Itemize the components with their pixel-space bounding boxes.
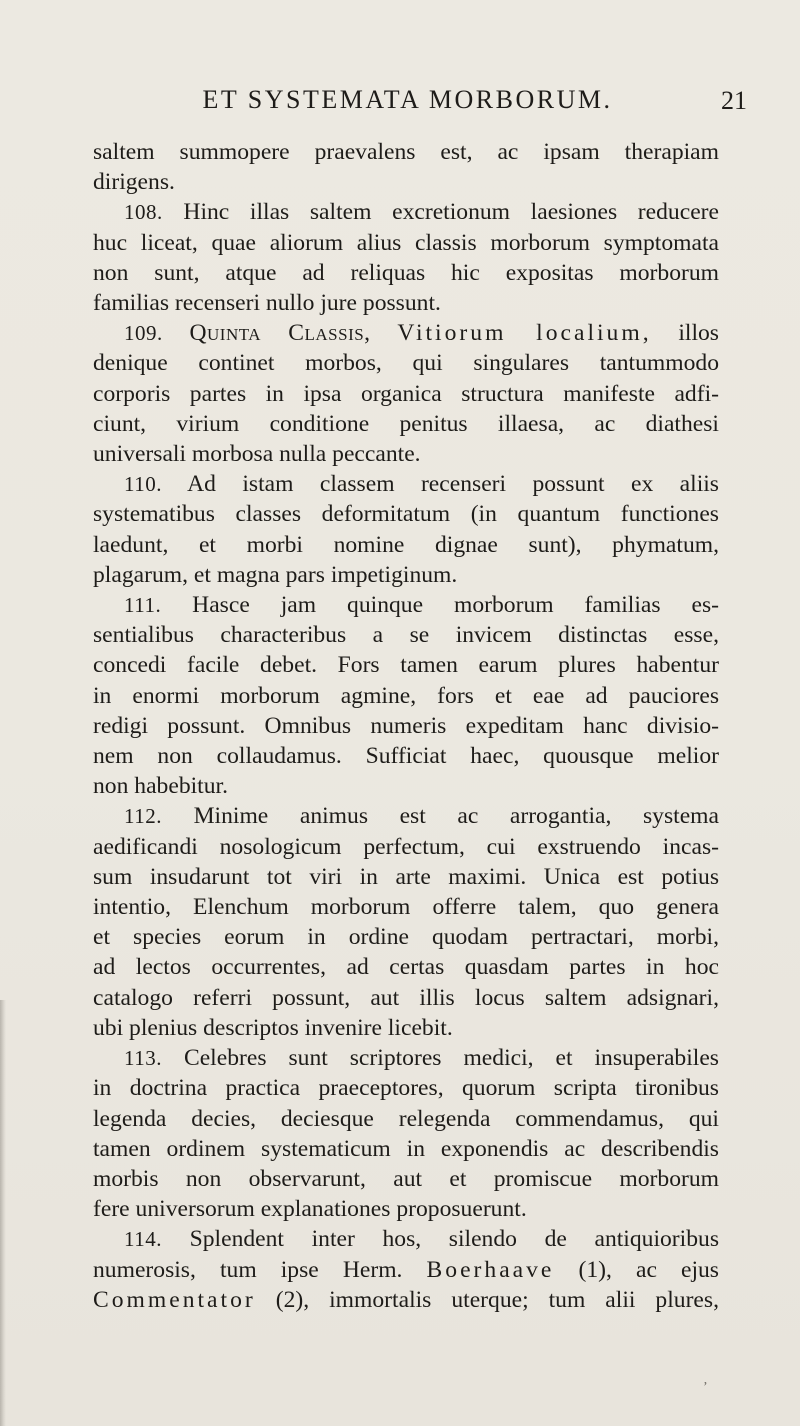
text-line: sum insudarunt tot viri in arte maximi. Unica est potius bbox=[93, 863, 719, 890]
section-number: 112. bbox=[124, 804, 162, 829]
body-text bbox=[93, 137, 719, 1315]
text-line: tamen ordinem systematicum in exponendis ac describendis bbox=[93, 1135, 719, 1162]
text-line: familias recenseri nullo jure possunt. bbox=[93, 290, 441, 317]
footer-mark: ʼ bbox=[703, 1380, 708, 1395]
text-line: saltem summopere praevalens est, ac ipsam therapiam bbox=[93, 139, 719, 165]
text-span: Hinc illas saltem excretionum laesiones reducere bbox=[183, 199, 719, 226]
author-name: Commentator bbox=[93, 1286, 256, 1313]
text-line: in enormi morborum agmine, fors et eae ad pauciores bbox=[93, 682, 719, 709]
text-line bbox=[93, 469, 719, 499]
text-line bbox=[93, 1255, 719, 1285]
section-number: 114. bbox=[124, 1227, 162, 1252]
text-line bbox=[93, 590, 719, 620]
paragraph-113 bbox=[93, 1043, 719, 1224]
text-line: huc liceat, quae aliorum alius classis morborum symptomata bbox=[93, 229, 719, 256]
page-number: 21 bbox=[721, 86, 747, 115]
text-line: dirigens. bbox=[93, 169, 175, 196]
text-line: universali morbosa nulla peccante. bbox=[93, 441, 421, 468]
text-span: numerosis, tum ipse Herm. bbox=[93, 1256, 403, 1283]
text-line: laedunt, et morbi nomine dignae sunt), phymatum, bbox=[93, 531, 719, 558]
text-line: aedificandi nosologicum perfectum, cui exstruendo incas- bbox=[93, 833, 719, 860]
text-line: in doctrina practica praeceptores, quorum scripta tironibus bbox=[93, 1075, 719, 1102]
text-line: et species eorum in ordine quodam pertractari, morbi, bbox=[93, 924, 719, 951]
text-line: morbis non observarunt, aut et promiscue morborum bbox=[93, 1165, 719, 1192]
paragraph-108 bbox=[93, 197, 719, 318]
text-line: systematibus classes deformitatum (in quantum functiones bbox=[93, 501, 719, 528]
section-number: 110. bbox=[124, 472, 162, 497]
text-line: corporis partes in ipsa organica structura manifeste adfi- bbox=[93, 380, 719, 407]
text-line: sentialibus characteribus a se invicem distinctas esse, bbox=[93, 622, 719, 649]
text-line: denique continet morbos, qui singulares tantummodo bbox=[93, 350, 719, 377]
text-span: (1), ac ejus bbox=[578, 1256, 719, 1283]
spaced-term: Vitiorum localium, bbox=[397, 320, 652, 347]
text-span: Splendent inter hos, silendo de antiquioribus bbox=[189, 1226, 719, 1253]
paragraph-112 bbox=[93, 801, 719, 1043]
paragraph-111 bbox=[93, 590, 719, 801]
text-line bbox=[93, 1285, 719, 1315]
text-line bbox=[93, 1043, 719, 1073]
text-line: non sunt, atque ad reliquas hic expositas morborum bbox=[93, 259, 719, 286]
text-line: concedi facile debet. Fors tamen earum plures habentur bbox=[93, 652, 719, 679]
text-span: illos bbox=[678, 320, 719, 347]
text-span: Celebres sunt scriptores medici, et insuperabiles bbox=[183, 1045, 719, 1072]
text-line: non habebitur. bbox=[93, 773, 228, 800]
paragraph-continuation bbox=[93, 137, 719, 197]
text-span: Minime animus est ac arrogantia, systema bbox=[193, 803, 719, 830]
text-line bbox=[93, 318, 719, 348]
section-number: 108. bbox=[124, 200, 163, 225]
text-span: Hasce jam quinque morborum familias es- bbox=[192, 592, 719, 619]
text-line: catalogo referri possunt, aut illis locus saltem adsignari, bbox=[93, 984, 719, 1011]
text-line: ciunt, virium conditione penitus illaesa, ac diathesi bbox=[93, 410, 719, 437]
text-line: plagarum, et magna pars impetiginum. bbox=[93, 561, 458, 588]
text-line: ubi plenius descriptos invenire licebit. bbox=[93, 1014, 453, 1041]
paragraph-114 bbox=[93, 1224, 719, 1315]
running-title: ET SYSTEMATA MORBORUM. bbox=[202, 85, 613, 114]
section-number: 111. bbox=[124, 593, 162, 618]
text-line: fere universorum explanationes proposuerunt. bbox=[93, 1196, 527, 1223]
page-gutter-shadow bbox=[0, 1000, 6, 1426]
text-line bbox=[93, 197, 719, 227]
text-line: ad lectos occurrentes, ad certas quasdam partes in hoc bbox=[93, 954, 719, 981]
class-heading: Quinta Classis, bbox=[189, 320, 371, 347]
text-line: intentio, Elenchum morborum offerre talem, quo genera bbox=[93, 894, 719, 921]
section-number: 109. bbox=[124, 321, 163, 346]
text-line bbox=[93, 1224, 719, 1254]
paragraph-110 bbox=[93, 469, 719, 590]
text-line: redigi possunt. Omnibus numeris expeditam hanc divisio- bbox=[93, 712, 719, 739]
page-header bbox=[0, 82, 800, 118]
section-number: 113. bbox=[124, 1046, 162, 1071]
text-line bbox=[93, 801, 719, 831]
text-line: legenda decies, deciesque relegenda commendamus, qui bbox=[93, 1105, 719, 1132]
text-span: Ad istam classem recenseri possunt ex aliis bbox=[187, 471, 719, 498]
text-line: nem non collaudamus. Sufficiat haec, quousque melior bbox=[93, 743, 719, 770]
text-span: (2), immortalis uterque; tum alii plures, bbox=[275, 1286, 719, 1313]
paragraph-109 bbox=[93, 318, 719, 469]
author-name: Boerhaave bbox=[426, 1256, 555, 1283]
